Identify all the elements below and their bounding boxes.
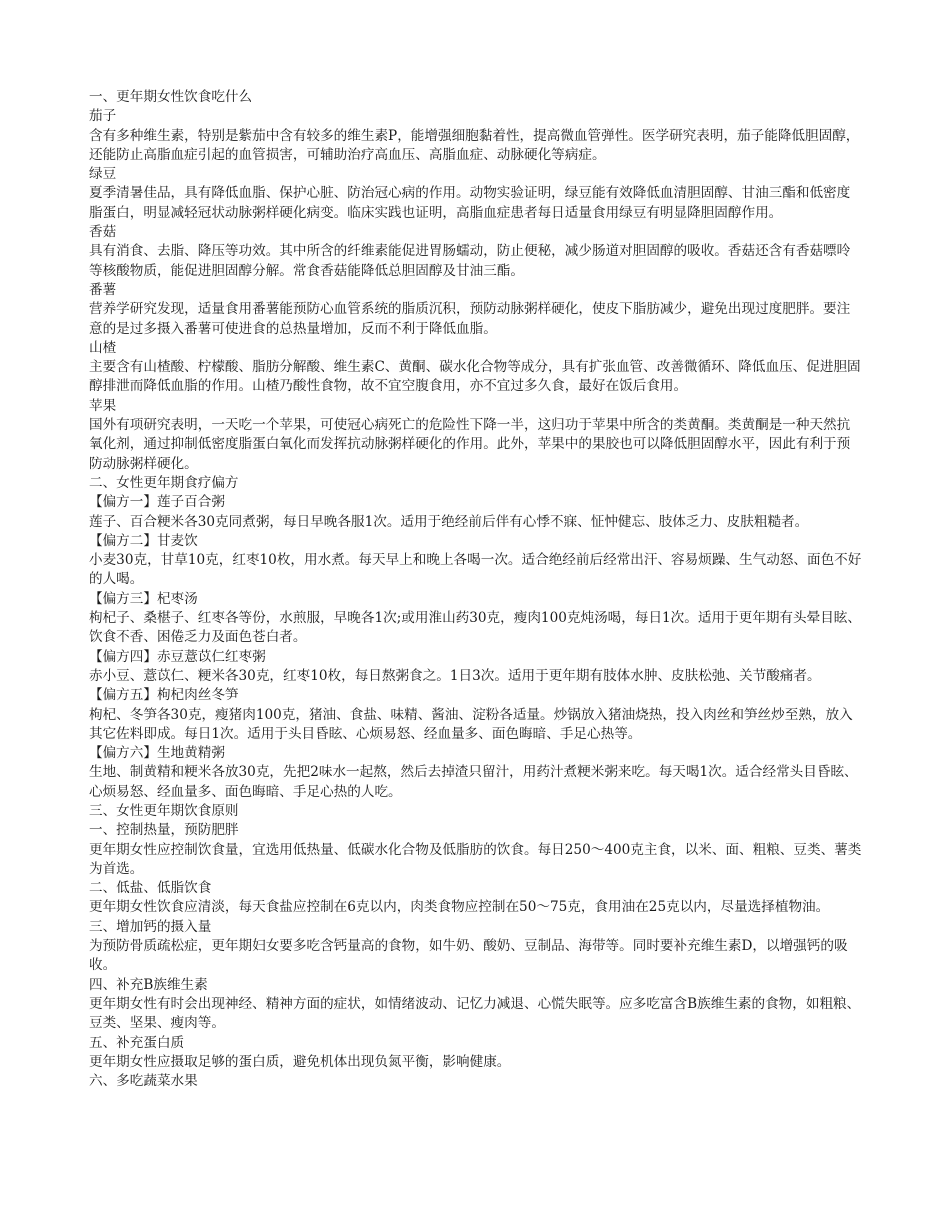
principle-paragraph: 更年期女性饮食应清淡，每天食盐应控制在6克以内，肉类食物应控制在50～75克，食用油在25克以内，尽量选择植物油。 <box>89 899 830 916</box>
recipe-title: 【偏方六】生地黄精粥 <box>89 745 225 762</box>
recipe-paragraph: 枸杞子、桑椹子、红枣各等份，水煎服，早晚各1次;或用淮山药30克，瘦肉100克炖汤喝，每日1次。适用于更年期有头晕目眩、饮食不香、困倦乏力及面色苍白者。 <box>89 610 861 646</box>
principle-paragraph: 为预防骨质疏松症，更年期妇女要多吃含钙量高的食物，如牛奶、酸奶、豆制品、海带等。同时要补充维生素D，以增强钙的吸收。 <box>89 938 848 974</box>
recipe-title: 【偏方一】莲子百合粥 <box>89 494 225 511</box>
recipe-title: 【偏方二】甘麦饮 <box>89 532 198 549</box>
principle-paragraph: 更年期女性应控制饮食量，宜选用低热量、低碳水化合物及低脂肪的饮食。每日250～400克主食，以米、面、粗粮、豆类、薯类为首选。 <box>89 841 862 877</box>
principle-title: 三、增加钙的摄入量 <box>89 918 212 935</box>
paragraph-eggplant: 含有多种维生素，特别是紫茄中含有较多的维生素P，能增强细胞黏着性，提高微血管弹性。医学研究表明，茄子能降低胆固醇，还能防止高脂血症引起的血管损害，可辅助治疗高血压、高脂血症、动脉硬化等病症。 <box>89 127 860 163</box>
paragraph-mushroom: 具有消食、去脂、降压等功效。其中所含的纤维素能促进胃肠蠕动，防止便秘，减少肠道对胆固醇的吸收。香菇还含有香菇嘌呤等核酸物质，能促进胆固醇分解。常食香菇能降低总胆固醇及甘油三酯。 <box>89 243 851 279</box>
paragraph-mungbean: 夏季清暑佳品，具有降低血脂、保护心脏、防治冠心病的作用。动物实验证明，绿豆能有效降低血清胆固醇、甘油三酯和低密度脂蛋白，明显减轻冠状动脉粥样硬化病变。临床实践也证明，高脂血症患者每日适量食用绿豆有明显降胆固醇作用。 <box>89 185 851 221</box>
section-heading: 二、女性更年期食疗偏方 <box>89 474 239 491</box>
section-heading: 三、女性更年期饮食原则 <box>89 802 239 819</box>
recipe-title: 【偏方四】赤豆薏苡仁红枣粥 <box>89 648 266 665</box>
food-title-mungbean: 绿豆 <box>89 166 117 183</box>
recipe-paragraph: 小麦30克，甘草10克，红枣10枚，用水煮。每天早上和晚上各喝一次。适合绝经前后经常出汗、容易烦躁、生气动怒、面色不好的人喝。 <box>89 552 862 588</box>
recipe-title: 【偏方三】杞枣汤 <box>89 590 198 607</box>
recipe-paragraph: 生地、制黄精和粳米各放30克，先把2味水一起熬，然后去掉渣只留汁，用药汁煮粳米粥来吃。每天喝1次。适合经常头目昏眩、心烦易怒、经血量多、面色晦暗、手足心热的人吃。 <box>89 764 858 800</box>
paragraph-apple: 国外有项研究表明，一天吃一个苹果，可使冠心病死亡的危险性下降一半，这归功于苹果中所含的类黄酮。类黄酮是一种天然抗氧化剂，通过抑制低密度脂蛋白氧化而发挥抗动脉粥样硬化的作用。此外，苹果中的果胶也可以降低胆固醇水平，因此有利于预防动脉粥样硬化。 <box>89 417 851 472</box>
principle-paragraph: 更年期女性应摄取足够的蛋白质，避免机体出现负氮平衡，影响健康。 <box>89 1053 511 1070</box>
paragraph-hawthorn: 主要含有山楂酸、柠檬酸、脂肪分解酸、维生素C、黄酮、碳水化合物等成分，具有扩张血管、改善微循环、降低血压、促进胆固醇排泄而降低血脂的作用。山楂乃酸性食物，故不宜空腹食用，亦不宜过多久食，最好在饭后食用。 <box>89 359 861 395</box>
principle-title: 二、低盐、低脂饮食 <box>89 880 212 897</box>
food-title-sweetpotato: 番薯 <box>89 281 117 298</box>
food-title-eggplant: 茄子 <box>89 108 117 125</box>
food-title-mushroom: 香菇 <box>89 224 117 241</box>
food-title-hawthorn: 山楂 <box>89 339 117 356</box>
principle-paragraph: 更年期女性有时会出现神经、精神方面的症状，如情绪波动、记忆力减退、心慌失眠等。应多吃富含B族维生素的食物，如粗粮、豆类、坚果、瘦肉等。 <box>89 995 861 1032</box>
recipe-paragraph: 莲子、百合粳米各30克同煮粥，每日早晚各服1次。适用于绝经前后伴有心悸不寐、怔忡健忘、肢体乏力、皮肤粗糙者。 <box>89 513 809 530</box>
principle-title: 一、控制热量，预防肥胖 <box>89 822 239 839</box>
principle-title: 五、补充蛋白质 <box>89 1034 185 1051</box>
recipe-paragraph: 赤小豆、薏苡仁、粳米各30克，红枣10枚，每日熬粥食之。1日3次。适用于更年期有肢体水肿、皮肤松弛、关节酸痛者。 <box>89 667 821 684</box>
recipe-paragraph: 枸杞、冬笋各30克，瘦猪肉100克，猪油、食盐、味精、酱油、淀粉各适量。炒锅放入猪油烧热，投入肉丝和笋丝炒至熟，放入其它佐料即成。每日1次。适用于头目昏眩、心烦易怒、经血量多、面色晦暗、手足心热等。 <box>89 706 853 742</box>
principle-title: 四、补充B族维生素 <box>89 976 208 993</box>
recipe-title: 【偏方五】枸杞肉丝冬笋 <box>89 687 239 704</box>
paragraph-sweetpotato: 营养学研究发现，适量食用番薯能预防心血管系统的脂质沉积，预防动脉粥样硬化，使皮下脂肪减少，避免出现过度肥胖。要注意的是过多摄入番薯可使进食的总热量增加，反而不利于降低血脂。 <box>89 301 851 337</box>
principle-title: 六、多吃蔬菜水果 <box>89 1073 198 1090</box>
section-heading: 一、更年期女性饮食吃什么 <box>89 89 253 105</box>
food-title-apple: 苹果 <box>89 397 117 414</box>
